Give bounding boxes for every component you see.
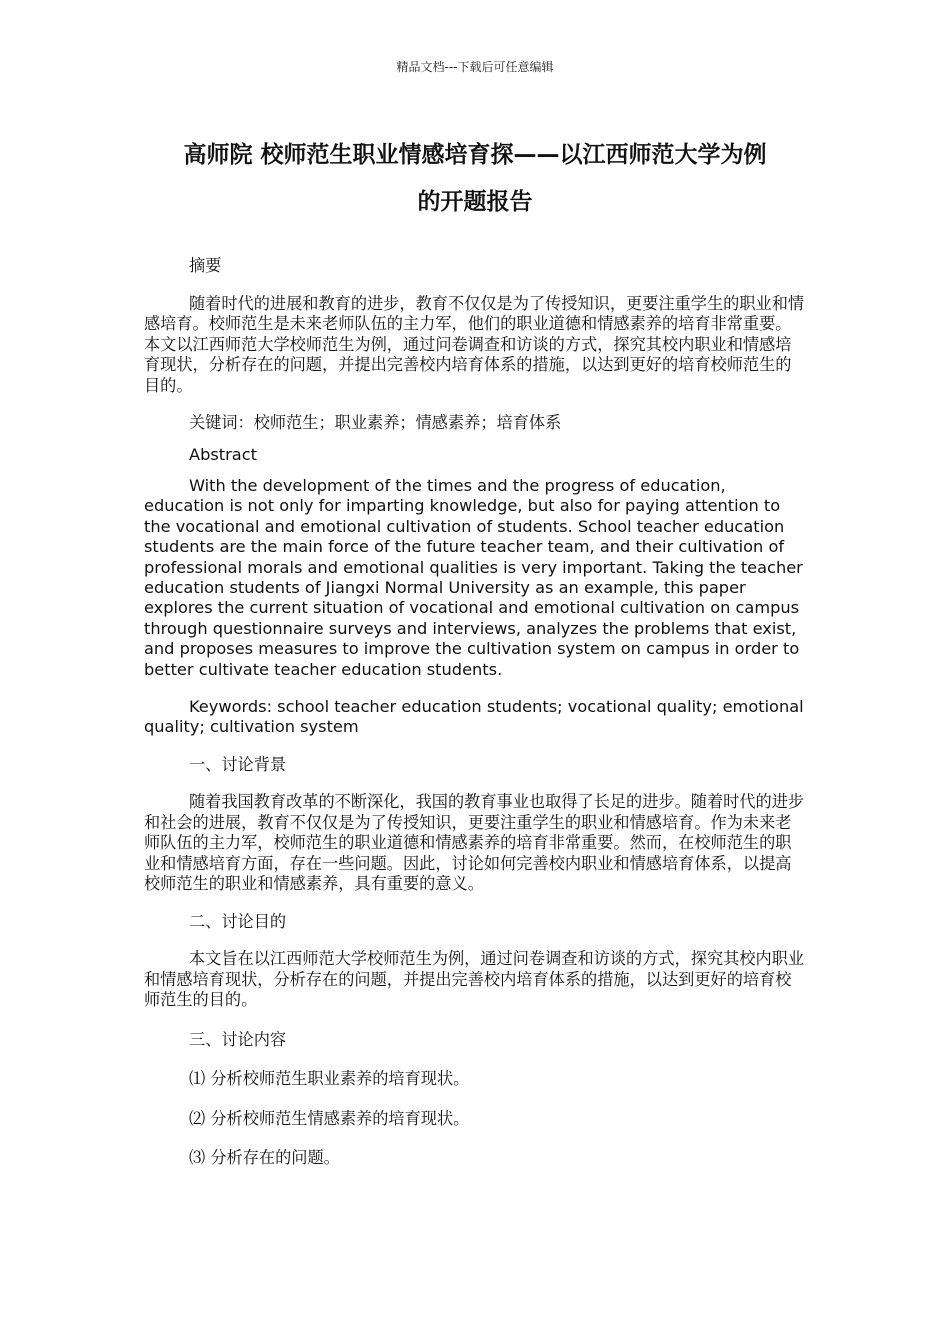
abstract-en-heading: Abstract <box>189 444 257 464</box>
document-title <box>120 132 830 226</box>
section-purpose-heading: 二、讨论目的 <box>189 911 287 931</box>
abstract-cn-keywords: 关键词：校师范生；职业素养；情感素养；培育体系 <box>189 413 562 432</box>
content-item-1: ⑴ 分析校师范生职业素养的培育现状。 <box>189 1069 470 1089</box>
header-note: 精品文档---下载后可任意编辑 <box>396 60 554 74</box>
abstract-cn-body: 随着时代的进展和教育的进步，教育不仅仅是为了传授知识，更要注重学生的职业和情感培育。校师范生是未来老师队伍的主力军，他们的职业道德和情感素养的培育非常重要。本文以江西师范大学校师范生为例，通过问卷调查和访谈的方式，探究其校内职业和情感培育现状，分析存在的问题，并提出完善校内培育体系的措施，以达到更好的培育校师范生的目的。 <box>144 293 805 395</box>
section-content-heading: 三、讨论内容 <box>189 1029 287 1049</box>
section-background-heading: 一、讨论背景 <box>189 754 287 774</box>
abstract-en-body: With the development of the times and the progress of education, education is not only for imparting knowledge, but also for paying attention to the vocational and emotional cultivation of students. School teacher education students are the main force of the future teacher team, and their cultivation of professional morals and emotional qualities is very important. Taking the teacher education students of Jiangxi Normal University as an example, this paper explores the current situation of vocational and emotional cultivation on campus through questionnaire surveys and interviews, analyzes the problems that exist, and proposes measures to improve the cultivation system on campus in order to better cultivate teacher education students. <box>144 475 803 679</box>
document-body <box>144 256 806 1169</box>
title-line-1: 高师院 校师范生职业情感培育探——以江西师范大学为例 <box>183 142 767 168</box>
section-background-body: 随着我国教育改革的不断深化，我国的教育事业也取得了长足的进步。随着时代的进步和社会的进展，教育不仅仅是为了传授知识，更要注重学生的职业和情感培育。作为未来老师队伍的主力军，校师范生的职业道德和情感素养的培育非常重要。然而，在校师范生的职业和情感培育方面，存在一些问题。因此，讨论如何完善校内职业和情感培育体系，以提高校师范生的职业和情感素养，具有重要的意义。 <box>144 792 805 894</box>
abstract-en-keywords: Keywords: school teacher education students; vocational quality; emotional quality; cultivation system <box>144 696 804 737</box>
content-item-2: ⑵ 分析校师范生情感素养的培育现状。 <box>189 1108 470 1128</box>
content-item-3: ⑶ 分析存在的问题。 <box>189 1148 340 1168</box>
title-line-2: 的开题报告 <box>417 189 533 215</box>
section-purpose-body: 本文旨在以江西师范大学校师范生为例，通过问卷调查和访谈的方式，探究其校内职业和情感培育现状，分析存在的问题，并提出完善校内培育体系的措施，以达到更好的培育校师范生的目的。 <box>144 949 805 1010</box>
abstract-cn-heading: 摘要 <box>189 256 222 275</box>
